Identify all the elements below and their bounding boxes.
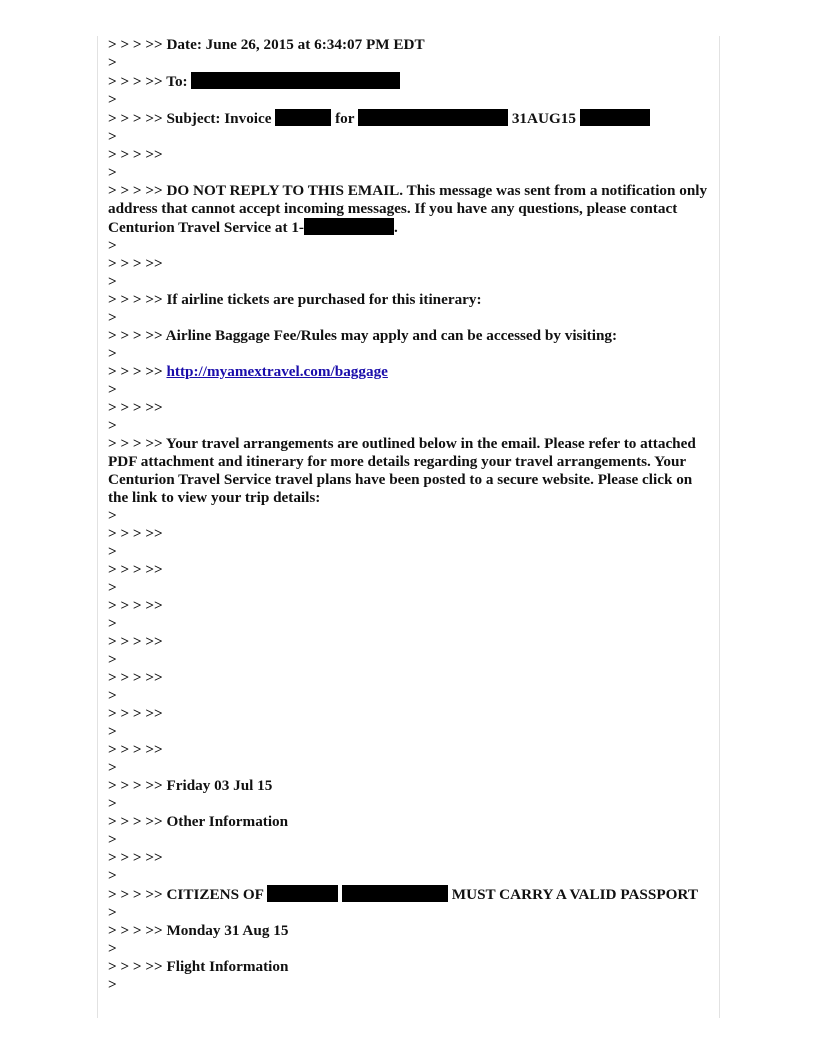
blank-line: > <box>108 237 117 254</box>
quote-prefix: > > > >> <box>108 291 163 308</box>
blank-line: > <box>108 273 117 290</box>
to-label: To: <box>166 73 188 90</box>
baggage-text: Airline Baggage Fee/Rules may apply and can be accessed by visiting: <box>165 327 618 344</box>
quote-empty-line: > > > >> <box>108 741 163 758</box>
flight-information-text: Flight Information <box>166 958 289 975</box>
redacted-country-1 <box>267 885 338 902</box>
blank-line: > <box>108 687 117 704</box>
blank-line: > <box>108 164 117 181</box>
baggage-link[interactable]: http://myamextravel.com/baggage <box>166 363 388 380</box>
quote-prefix: > > > >> <box>108 922 163 939</box>
other-information-line <box>108 813 708 831</box>
arrangements-paragraph <box>108 435 708 507</box>
quote-empty-line: > > > >> <box>108 669 163 686</box>
quote-empty-line: > > > >> <box>108 399 163 416</box>
blank-line: > <box>108 976 117 993</box>
blank-line: > <box>108 54 117 71</box>
quote-empty-line: > > > >> <box>108 705 163 722</box>
notice-end: . <box>394 219 398 236</box>
quote-empty-line: > > > >> <box>108 633 163 650</box>
blank-line: > <box>108 831 117 848</box>
quote-empty-line: > > > >> <box>108 146 163 163</box>
quote-prefix: > > > >> <box>108 777 163 794</box>
blank-line: > <box>108 417 117 434</box>
date-line <box>108 36 708 54</box>
quote-prefix: > > > >> <box>108 813 163 830</box>
blank-line: > <box>108 759 117 776</box>
quote-prefix: > > > >> <box>108 886 163 903</box>
notice-text: DO NOT REPLY TO THIS EMAIL. This message was sent from a notification only address that cannot accept incoming messages. If you have any questions, please contact Centurion Travel Service at 1- <box>108 182 708 236</box>
blank-line: > <box>108 940 117 957</box>
subject-label: Subject: Invoice <box>166 110 272 127</box>
redacted-phone-number <box>304 218 394 235</box>
blank-line: > <box>108 867 117 884</box>
monday-date-text: Monday 31 Aug 15 <box>166 922 289 939</box>
other-information-text: Other Information <box>166 813 289 830</box>
baggage-link-line <box>108 363 708 381</box>
date-text: Date: June 26, 2015 at 6:34:07 PM EDT <box>166 36 425 53</box>
redacted-traveler-name <box>358 109 508 126</box>
quote-empty-line: > > > >> <box>108 561 163 578</box>
page-border-left <box>97 36 98 1018</box>
quote-empty-line: > > > >> <box>108 255 163 272</box>
email-body <box>108 36 708 994</box>
blank-line: > <box>108 91 117 108</box>
citizens-paragraph <box>108 885 708 904</box>
blank-line: > <box>108 579 117 596</box>
quote-prefix: > > > >> <box>108 73 163 90</box>
redacted-subject-end <box>580 109 650 126</box>
blank-line: > <box>108 795 117 812</box>
blank-line: > <box>108 723 117 740</box>
monday-date-line <box>108 922 708 940</box>
blank-line: > <box>108 507 117 524</box>
friday-date-text: Friday 03 Jul 15 <box>166 777 273 794</box>
quote-prefix: > > > >> <box>108 110 163 127</box>
baggage-line <box>108 327 708 345</box>
redacted-recipient <box>191 72 400 89</box>
blank-line: > <box>108 904 117 921</box>
blank-line: > <box>108 615 117 632</box>
blank-line: > <box>108 128 117 145</box>
quote-empty-line: > > > >> <box>108 597 163 614</box>
quote-prefix: > > > >> <box>108 363 163 380</box>
page-border-right <box>719 36 720 1018</box>
quote-prefix: > > > >> <box>108 435 163 452</box>
quote-empty-line: > > > >> <box>108 849 163 866</box>
blank-line: > <box>108 381 117 398</box>
blank-line: > <box>108 345 117 362</box>
quote-prefix: > > > >> <box>108 182 163 199</box>
friday-date-line <box>108 777 708 795</box>
to-line <box>108 72 708 91</box>
notice-paragraph <box>108 182 708 237</box>
blank-line: > <box>108 651 117 668</box>
redacted-country-2 <box>342 885 448 902</box>
airline-tickets-text: If airline tickets are purchased for this itinerary: <box>166 291 482 308</box>
quote-empty-line: > > > >> <box>108 525 163 542</box>
airline-tickets-line <box>108 291 708 309</box>
quote-prefix: > > > >> <box>108 327 163 344</box>
subject-date-code: 31AUG15 <box>511 110 576 127</box>
quote-prefix: > > > >> <box>108 36 163 53</box>
redacted-invoice-number <box>275 109 331 126</box>
subject-line <box>108 109 708 128</box>
arrangements-text: Your travel arrangements are outlined below in the email. Please refer to attached PDF attachment and itinerary for more details regarding your travel arrangements. Your Centurion Travel Service travel plans have been posted to a secure website. Please click on the link to view your trip details: <box>108 435 696 506</box>
flight-information-line <box>108 958 708 976</box>
citizens-suffix: MUST CARRY A VALID PASSPORT <box>451 886 698 903</box>
blank-line: > <box>108 309 117 326</box>
quote-prefix: > > > >> <box>108 958 163 975</box>
blank-line: > <box>108 543 117 560</box>
subject-for: for <box>335 110 355 127</box>
citizens-prefix: CITIZENS OF <box>166 886 264 903</box>
